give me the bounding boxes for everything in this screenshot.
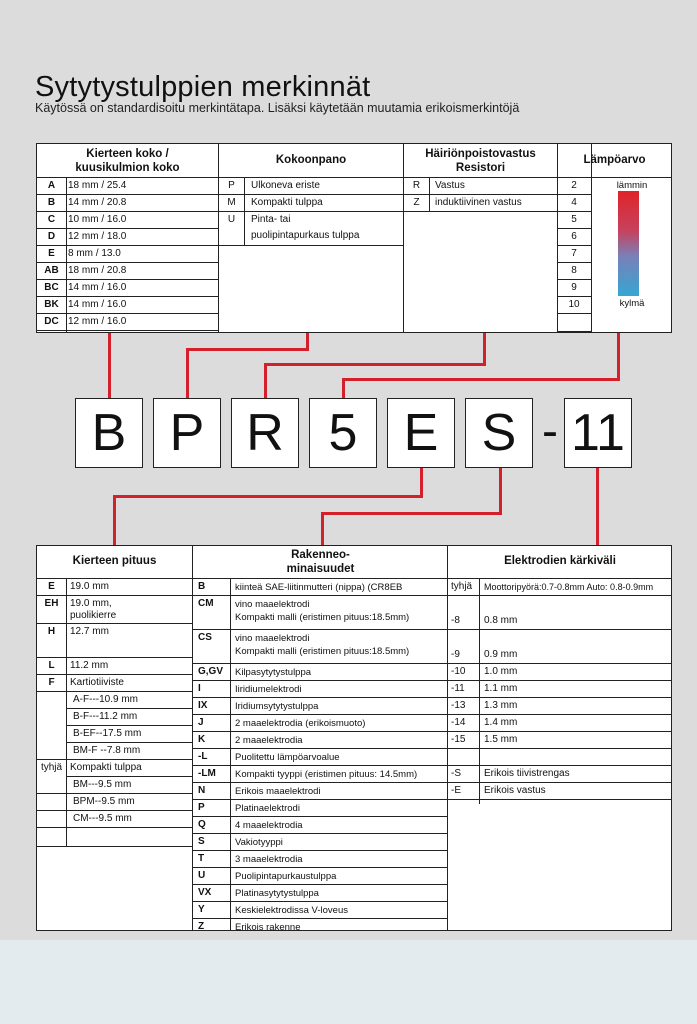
- row-divider: [192, 629, 447, 630]
- row-divider: [557, 296, 591, 297]
- gap-code: -14: [451, 717, 466, 728]
- reach-value: A-F---10.9 mm: [73, 694, 138, 705]
- row-divider: [192, 765, 447, 766]
- connector-line: [264, 363, 267, 399]
- heat-value: 4: [571, 197, 577, 208]
- reach-code: tyhjä: [40, 762, 63, 773]
- column-divider: [66, 578, 67, 846]
- gap-code: -S: [451, 768, 461, 779]
- thread-value: 14 mm / 16.0: [68, 282, 127, 293]
- row-divider: [192, 816, 447, 817]
- heat-gradient-bar: [618, 191, 639, 296]
- row-divider: [192, 918, 447, 919]
- reach-code: EH: [44, 598, 59, 609]
- feature-value: Erikois rakenne: [235, 922, 301, 933]
- feature-value: 2 maaelektrodia: [235, 735, 303, 746]
- row-divider: [37, 228, 218, 229]
- gap-value: 0.8 mm: [484, 615, 518, 626]
- page-title: Sytytystulppien merkinnät: [35, 71, 371, 104]
- gap-code: tyhjä: [451, 581, 473, 592]
- row-divider: [557, 194, 591, 195]
- feature-code: CM: [198, 598, 214, 609]
- row-divider: [447, 731, 671, 732]
- row-divider: [37, 262, 218, 263]
- feature-code: Y: [198, 904, 205, 915]
- part-letter-box: P: [153, 398, 221, 468]
- row-divider: [447, 680, 671, 681]
- row-divider: [66, 742, 192, 743]
- top-code-table: [36, 143, 672, 333]
- row-divider: [192, 833, 447, 834]
- feature-code: -L: [198, 751, 208, 762]
- row-divider: [37, 657, 192, 658]
- row-divider: [447, 748, 671, 749]
- thread-code: C: [47, 214, 56, 225]
- construction-code: P: [228, 180, 235, 191]
- reach-code: E: [48, 581, 55, 592]
- connector-line: [108, 333, 111, 399]
- thread-value: 18 mm / 20.8: [68, 265, 127, 276]
- feature-value: vino maaelektrodi Kompakti malli (eristimen pituus:18.5mm): [235, 599, 410, 623]
- row-divider: [192, 680, 447, 681]
- feature-code: CS: [198, 632, 212, 643]
- reach-value: CM---9.5 mm: [73, 813, 132, 824]
- bottom-code-table: [36, 545, 672, 931]
- reach-value: BPM--9.5 mm: [73, 796, 135, 807]
- reach-code: H: [47, 626, 56, 637]
- thread-code: AB: [44, 265, 59, 276]
- row-divider: [37, 623, 192, 624]
- feature-value: Kompakti tyyppi (eristimen pituus: 14.5mm): [235, 769, 418, 780]
- thread-code: B: [47, 197, 56, 208]
- reach-value: 12.7 mm: [70, 626, 109, 637]
- heat-value: 9: [571, 282, 577, 293]
- row-divider: [37, 846, 192, 847]
- row-divider: [557, 279, 591, 280]
- row-divider: [218, 245, 403, 246]
- row-divider: [37, 313, 218, 314]
- column-divider: [192, 546, 193, 930]
- feature-value: kiinteä SAE-liitinmutteri (nippa) (CR8EB: [235, 582, 403, 593]
- thread-code: E: [48, 248, 55, 259]
- column-divider: [447, 546, 448, 930]
- row-divider: [66, 776, 192, 777]
- thread-code: BK: [44, 299, 59, 310]
- row-divider: [192, 663, 447, 664]
- resistor-code: R: [412, 180, 421, 191]
- row-divider: [192, 782, 447, 783]
- row-divider: [66, 708, 192, 709]
- row-divider: [37, 793, 192, 794]
- connector-line: [321, 512, 324, 546]
- feature-code: VX: [198, 887, 212, 898]
- connector-line: [342, 378, 345, 399]
- feature-code: N: [198, 785, 206, 796]
- construction-value: Pinta- tai puolipintapurkaus tulppa: [251, 214, 360, 241]
- row-divider: [192, 867, 447, 868]
- connector-line: [113, 495, 116, 546]
- feature-code: Z: [198, 921, 205, 932]
- bottom-background: [0, 940, 697, 1024]
- gap-header: Elektrodien kärkiväli: [504, 555, 616, 567]
- row-divider: [447, 697, 671, 698]
- connector-line: [264, 363, 486, 366]
- row-divider: [37, 810, 192, 811]
- connector-line: [186, 348, 189, 399]
- gap-value: 1.1 mm: [484, 683, 518, 694]
- column-divider: [591, 144, 592, 332]
- gap-value: 1.3 mm: [484, 700, 518, 711]
- reach-code: F: [48, 677, 55, 688]
- row-divider: [37, 296, 218, 297]
- reach-code: L: [48, 660, 55, 671]
- row-divider: [37, 759, 192, 760]
- gap-value: Erikois vastus: [484, 785, 546, 796]
- thread-code: BC: [44, 282, 59, 293]
- connector-line: [321, 512, 502, 515]
- feature-value: Puolitettu lämpöarvoalue: [235, 752, 340, 763]
- heat-cold-label: kylmä: [619, 298, 645, 309]
- thread-value: 10 mm / 16.0: [68, 214, 127, 225]
- gap-value: 1.5 mm: [484, 734, 518, 745]
- feature-code: Q: [198, 819, 206, 830]
- gap-value: 1.4 mm: [484, 717, 518, 728]
- row-divider: [218, 194, 403, 195]
- feature-value: Iiridiumelektrodi: [235, 684, 302, 695]
- resistor-value: Vastus: [435, 180, 465, 191]
- reach-value: BM---9.5 mm: [73, 779, 132, 790]
- gap-code: -10: [451, 666, 466, 677]
- row-divider: [557, 211, 591, 212]
- row-divider: [557, 245, 591, 246]
- row-divider: [192, 714, 447, 715]
- heat-range-header: Lämpöarvo: [583, 154, 646, 166]
- thread-value: 8 mm / 13.0: [68, 248, 121, 259]
- feature-code: B: [198, 581, 206, 592]
- feature-value: 2 maaelektrodia (erikoismuoto): [235, 718, 366, 729]
- row-divider: [403, 211, 557, 212]
- reach-value: BM-F --7.8 mm: [73, 745, 141, 756]
- connector-line: [186, 348, 309, 351]
- reach-value: Kompakti tulppa: [70, 762, 142, 773]
- feature-code: T: [198, 853, 205, 864]
- thread-value: 14 mm / 16.0: [68, 299, 127, 310]
- connector-line: [342, 378, 620, 381]
- row-divider: [447, 782, 671, 783]
- row-divider: [37, 245, 218, 246]
- construction-code: U: [227, 214, 236, 225]
- gap-code: -15: [451, 734, 466, 745]
- row-divider: [37, 691, 192, 692]
- connector-line: [617, 333, 620, 381]
- row-divider: [192, 799, 447, 800]
- row-divider: [37, 827, 192, 828]
- part-letter-box: R: [231, 398, 299, 468]
- gap-value: Erikois tiivistrengas: [484, 768, 570, 779]
- resistor-value: induktiivinen vastus: [435, 197, 522, 208]
- feature-value: 3 maaelektrodia: [235, 854, 303, 865]
- page-subtitle: Käytössä on standardisoitu merkintätapa. Lisäksi käytetään muutamia erikoismerkintöjä: [35, 101, 520, 115]
- reach-value: 11.2 mm: [70, 660, 109, 671]
- column-divider: [230, 578, 231, 930]
- row-divider: [557, 228, 591, 229]
- connector-line: [483, 333, 486, 366]
- construction-header: Kokoonpano: [275, 154, 347, 166]
- feature-code: U: [198, 870, 206, 881]
- thread-value: 12 mm / 18.0: [68, 231, 127, 242]
- connector-line: [420, 468, 423, 498]
- connector-line: [596, 468, 599, 546]
- heat-value: 10: [568, 299, 580, 310]
- connector-line: [113, 495, 423, 498]
- construction-value: Kompakti tulppa: [251, 197, 323, 208]
- part-dash: -: [542, 405, 558, 458]
- thread-value: 18 mm / 25.4: [68, 180, 127, 191]
- part-letter-box: E: [387, 398, 455, 468]
- gap-code: -9: [451, 649, 460, 660]
- row-divider: [37, 177, 671, 178]
- thread-code: D: [47, 231, 56, 242]
- row-divider: [192, 748, 447, 749]
- feature-code: -LM: [198, 768, 216, 779]
- feature-code: P: [198, 802, 205, 813]
- row-divider: [447, 799, 671, 800]
- reach-value: 19.0 mm: [70, 581, 109, 592]
- part-suffix-box: 11: [564, 398, 632, 468]
- thread-code: A: [47, 180, 56, 191]
- feature-value: 4 maaelektrodia: [235, 820, 303, 831]
- column-divider: [479, 578, 480, 804]
- part-letter-box: 5: [309, 398, 377, 468]
- feature-code: S: [198, 836, 205, 847]
- row-divider: [447, 714, 671, 715]
- features-header: Rakenneo- minaisuudet: [286, 549, 355, 575]
- row-divider: [37, 279, 218, 280]
- reach-value: B-EF--17.5 mm: [73, 728, 142, 739]
- part-letter-box: S: [465, 398, 533, 468]
- gap-code: -8: [451, 615, 460, 626]
- row-divider: [37, 595, 192, 596]
- row-divider: [66, 725, 192, 726]
- heat-value: 2: [571, 180, 577, 191]
- row-divider: [557, 313, 591, 314]
- feature-code: G,GV: [198, 666, 224, 677]
- thread-value: 12 mm / 16.0: [68, 316, 127, 327]
- connector-line: [499, 468, 502, 515]
- row-divider: [192, 884, 447, 885]
- row-divider: [447, 663, 671, 664]
- gap-code: -13: [451, 700, 466, 711]
- row-divider: [403, 194, 557, 195]
- heat-value: 6: [571, 231, 577, 242]
- row-divider: [192, 850, 447, 851]
- part-letter-box: B: [75, 398, 143, 468]
- heat-value: 8: [571, 265, 577, 276]
- column-divider: [66, 177, 67, 332]
- reach-value: 19.0 mm, puolikierre: [70, 598, 117, 621]
- feature-value: Puolipintapurkaustulppa: [235, 871, 337, 882]
- heat-value: 7: [571, 248, 577, 259]
- resistor-code: Z: [413, 197, 420, 208]
- row-divider: [37, 194, 218, 195]
- row-divider: [557, 331, 591, 332]
- feature-code: J: [198, 717, 204, 728]
- construction-code: M: [227, 197, 236, 208]
- feature-value: Platinaelektrodi: [235, 803, 300, 814]
- row-divider: [192, 731, 447, 732]
- column-divider: [218, 144, 219, 332]
- reach-value: Kartiotiiviste: [70, 677, 124, 688]
- feature-value: Vakiotyyppi: [235, 837, 283, 848]
- row-divider: [37, 330, 218, 331]
- row-divider: [557, 262, 591, 263]
- row-divider: [447, 765, 671, 766]
- gap-value: 1.0 mm: [484, 666, 518, 677]
- heat-hot-label: lämmin: [616, 180, 648, 191]
- feature-code: I: [198, 683, 201, 694]
- feature-value: Erikois maaelektrodi: [235, 786, 321, 797]
- heat-value: 5: [571, 214, 577, 225]
- row-divider: [37, 578, 671, 579]
- row-divider: [447, 629, 671, 630]
- row-divider: [447, 595, 671, 596]
- gap-value: Moottoripyörä:0.7-0.8mm Auto: 0.8-0.9mm: [484, 582, 654, 592]
- thread-value: 14 mm / 20.8: [68, 197, 127, 208]
- gap-code: -11: [451, 683, 465, 694]
- reach-header: Kierteen pituus: [72, 555, 157, 567]
- construction-value: Ulkoneva eriste: [251, 180, 320, 191]
- row-divider: [37, 211, 218, 212]
- row-divider: [218, 211, 403, 212]
- feature-value: Iridiumsytytystulppa: [235, 701, 319, 712]
- feature-value: Platinasytytystulppa: [235, 888, 319, 899]
- row-divider: [192, 901, 447, 902]
- reach-value: B-F---11.2 mm: [73, 711, 138, 722]
- gap-code: -E: [451, 785, 461, 796]
- thread-code: DC: [44, 316, 59, 327]
- feature-code: IX: [198, 700, 208, 711]
- gap-value: 0.9 mm: [484, 649, 518, 660]
- row-divider: [192, 595, 447, 596]
- feature-value: vino maaelektrodi Kompakti malli (eristimen pituus:18.5mm): [235, 633, 410, 657]
- feature-value: Keskielektrodissa V-loveus: [235, 905, 348, 916]
- row-divider: [192, 697, 447, 698]
- feature-code: K: [198, 734, 206, 745]
- row-divider: [37, 674, 192, 675]
- thread-size-header: Kierteen koko / kuusikulmion koko: [75, 148, 180, 174]
- resistor-header: Häiriönpoistovastus Resistori: [425, 148, 536, 174]
- feature-value: Kilpasytytystulppa: [235, 667, 312, 678]
